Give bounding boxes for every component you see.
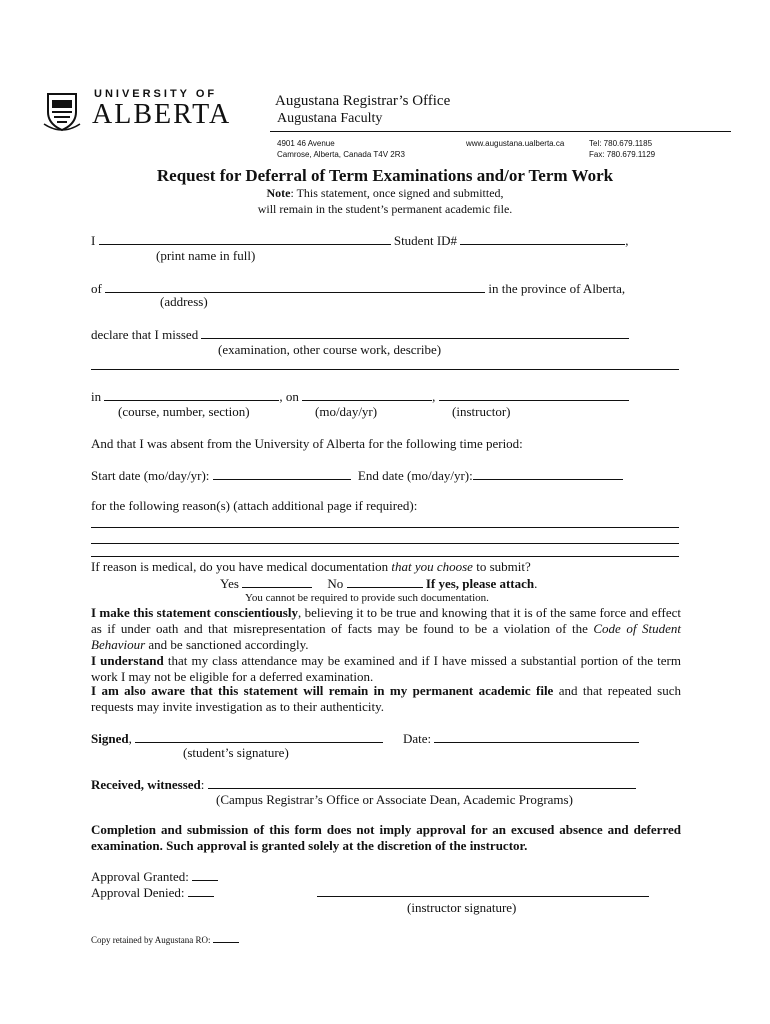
copy-retained-label: Copy retained by Augustana RO: bbox=[91, 935, 211, 945]
course-field[interactable] bbox=[104, 388, 279, 401]
note-text-1: : This statement, once signed and submitted, bbox=[290, 186, 504, 200]
describe-line[interactable] bbox=[91, 369, 679, 370]
instructor-signature-hint: (instructor signature) bbox=[407, 900, 517, 915]
dates-row bbox=[91, 467, 623, 484]
start-date-field[interactable] bbox=[213, 467, 351, 480]
course-hint: (course, number, section) bbox=[118, 404, 250, 419]
university-name-top: UNIVERSITY OF bbox=[94, 88, 218, 100]
statement-1-text-b: and be sanctioned accordingly. bbox=[145, 637, 309, 652]
yes-label: Yes bbox=[220, 576, 239, 591]
note-line-1 bbox=[0, 186, 770, 201]
student-id-field[interactable] bbox=[460, 232, 625, 245]
date-field[interactable] bbox=[302, 388, 432, 401]
i-label: I bbox=[91, 233, 96, 248]
approval-denied-field[interactable] bbox=[188, 884, 214, 897]
print-name-field[interactable] bbox=[99, 232, 391, 245]
approval-granted-label: Approval Granted: bbox=[91, 869, 189, 884]
statement-aware bbox=[91, 683, 681, 715]
instructor-hint: (instructor) bbox=[452, 404, 511, 419]
telephone: Tel: 780.679.1185 bbox=[589, 139, 653, 148]
instructor-signature-line[interactable] bbox=[317, 896, 649, 897]
statement-1-bold: I make this statement conscientiously bbox=[91, 605, 298, 620]
medical-question-a: If reason is medical, do you have medical documentation bbox=[91, 559, 392, 574]
office-name: Augustana Registrar’s Office bbox=[275, 93, 451, 109]
no-field[interactable] bbox=[347, 575, 423, 588]
address-line-2: Camrose, Alberta, Canada T4V 2R3 bbox=[277, 150, 405, 159]
statement-1-italic: Code of Student Behaviour bbox=[91, 621, 681, 652]
approval-denied-label: Approval Denied: bbox=[91, 885, 185, 900]
exam-hint: (examination, other course work, describe) bbox=[218, 342, 442, 357]
statement-3-bold: I am also aware that this statement will remain in my permanent academic file bbox=[91, 683, 554, 698]
absent-text: And that I was absent from the University of Alberta for the following time period: bbox=[91, 436, 523, 451]
approval-granted-row bbox=[91, 868, 218, 885]
approval-granted-field[interactable] bbox=[192, 868, 218, 881]
address-hint: (address) bbox=[160, 294, 208, 309]
university-crest bbox=[40, 90, 84, 134]
declare-row bbox=[91, 326, 629, 343]
signed-date-field[interactable] bbox=[434, 730, 639, 743]
copy-retained-field[interactable] bbox=[213, 934, 239, 943]
date-hint: (mo/day/yr) bbox=[315, 404, 378, 419]
on-label: , on bbox=[279, 389, 299, 404]
start-date-label: Start date (mo/day/yr): bbox=[91, 468, 210, 483]
faculty-name: Augustana Faculty bbox=[277, 111, 383, 126]
completion-text: Completion and submission of this form does not imply approval for an excused absence and deferred examination. Such approval is granted solely at the discretion of the instructor. bbox=[91, 822, 681, 853]
received-label: Received, witnessed bbox=[91, 777, 201, 792]
statement-1-text-a: , believing it to be true and knowing that it is of the same force and effect as if under oath and that misrepresentation of facts may be found to be a violation of the bbox=[91, 605, 681, 636]
crest-icon bbox=[40, 90, 84, 134]
province-text: in the province of Alberta, bbox=[488, 281, 626, 296]
received-row: Received, witnessed: bbox=[91, 776, 636, 793]
end-date-label: End date (mo/day/yr): bbox=[357, 468, 473, 483]
statement-conscientious bbox=[91, 605, 681, 653]
student-signature-hint: (student’s signature) bbox=[183, 745, 289, 760]
website: www.augustana.ualberta.ca bbox=[466, 139, 565, 148]
signed-label: Signed bbox=[91, 731, 129, 746]
note-line-2: will remain in the student’s permanent academic file. bbox=[257, 202, 513, 216]
witness-field[interactable] bbox=[208, 776, 636, 789]
of-label: of bbox=[91, 281, 102, 296]
footer-copy bbox=[91, 934, 239, 945]
student-id-label: Student ID# bbox=[393, 233, 458, 248]
form-title: Request for Deferral of Term Examinations and/or Term Work bbox=[156, 166, 614, 185]
registrar-hint: (Campus Registrar’s Office or Associate Dean, Academic Programs) bbox=[216, 792, 573, 807]
address-line-1: 4901 46 Avenue bbox=[277, 139, 335, 148]
statement-2-text: that my class attendance may be examined and if I have missed a substantial portion of the term work I may not be eligible for a deferred examination. bbox=[91, 653, 681, 684]
date-row bbox=[403, 730, 639, 747]
medical-question bbox=[91, 559, 531, 575]
header-rule bbox=[270, 131, 731, 132]
statement-understand bbox=[91, 653, 681, 685]
medical-question-b: that you choose bbox=[391, 559, 473, 574]
statement-3-text: and that repeated such requests may invite investigation as to their authenticity. bbox=[91, 683, 681, 714]
signed-row: Signed, bbox=[91, 730, 383, 747]
missed-field[interactable] bbox=[201, 326, 629, 339]
name-row: I Student ID# , bbox=[91, 233, 629, 248]
instructor-field[interactable] bbox=[439, 388, 629, 401]
end-date-field[interactable] bbox=[473, 467, 623, 480]
reasons-text: for the following reason(s) (attach additional page if required): bbox=[91, 498, 418, 513]
course-row: in , on , bbox=[91, 388, 629, 405]
medical-question-c: to submit? bbox=[472, 559, 531, 574]
print-name-hint: (print name in full) bbox=[156, 248, 256, 263]
fax: Fax: 780.679.1129 bbox=[589, 150, 656, 159]
date-label: Date: bbox=[403, 731, 432, 746]
university-name-bottom: ALBERTA bbox=[92, 99, 232, 130]
note-label: Note bbox=[266, 186, 291, 200]
statement-2-bold: I understand bbox=[91, 653, 164, 668]
declare-label: declare that I missed bbox=[91, 327, 199, 342]
yes-field[interactable] bbox=[242, 575, 312, 588]
no-label: No bbox=[327, 576, 344, 591]
approval-denied-row bbox=[91, 884, 214, 901]
reason-line-2[interactable] bbox=[91, 543, 679, 544]
medical-answer-row: Yes No If yes, please attach. bbox=[220, 576, 538, 591]
medical-notice: You cannot be required to provide such documentation. bbox=[245, 592, 489, 604]
address-field[interactable] bbox=[105, 280, 485, 293]
reason-line-3[interactable] bbox=[91, 556, 679, 557]
student-signature-field[interactable] bbox=[135, 730, 383, 743]
attach-text: If yes, please attach bbox=[425, 576, 535, 591]
reason-line-1[interactable] bbox=[91, 527, 679, 528]
in-label: in bbox=[91, 389, 102, 404]
